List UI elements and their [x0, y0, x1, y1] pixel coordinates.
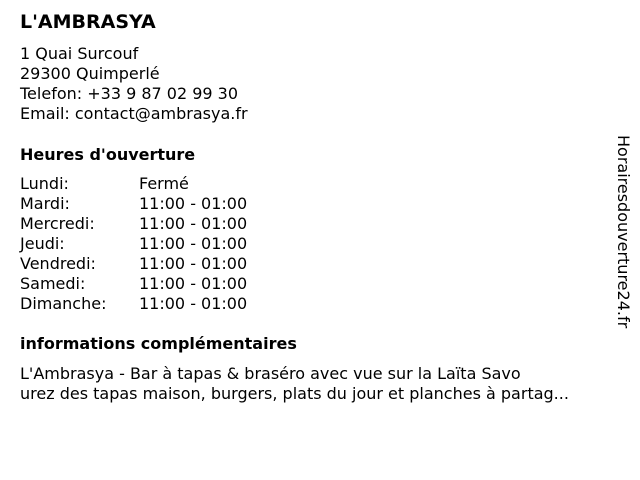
day-label: Samedi: — [20, 274, 86, 293]
hours-row-wednesday — [20, 214, 300, 234]
description-line-1: L'Ambrasya - Bar à tapas & braséro avec vue sur la Laïta Savo — [20, 364, 521, 383]
day-label: Mardi: — [20, 194, 70, 213]
hours-row-saturday — [20, 274, 300, 294]
time-value: 11:00 - 01:00 — [139, 234, 248, 253]
day-label: Mercredi: — [20, 214, 95, 233]
description-line-2: urez des tapas maison, burgers, plats du jour et planches à partag... — [20, 384, 569, 403]
description-text — [20, 364, 625, 404]
time-value: 11:00 - 01:00 — [139, 214, 248, 233]
day-label: Jeudi: — [20, 234, 65, 253]
day-label: Vendredi: — [20, 254, 96, 273]
opening-hours-table — [20, 174, 300, 314]
source-watermark: Horairesdouverture24.fr — [614, 135, 633, 329]
hours-heading: Heures d'ouverture — [20, 145, 196, 164]
contact-block — [20, 44, 248, 124]
address-street: 1 Quai Surcouf — [20, 44, 139, 63]
business-name: L'AMBRASYA — [20, 11, 156, 33]
time-value: 11:00 - 01:00 — [139, 294, 248, 313]
info-heading: informations complémentaires — [20, 334, 297, 353]
hours-row-monday — [20, 174, 300, 194]
hours-row-sunday — [20, 294, 300, 314]
hours-row-tuesday — [20, 194, 300, 214]
day-label: Dimanche: — [20, 294, 107, 313]
time-value: 11:00 - 01:00 — [139, 194, 248, 213]
time-value: 11:00 - 01:00 — [139, 274, 248, 293]
hours-row-thursday — [20, 234, 300, 254]
day-label: Lundi: — [20, 174, 69, 193]
hours-row-friday — [20, 254, 300, 274]
time-value: 11:00 - 01:00 — [139, 254, 248, 273]
time-value: Fermé — [139, 174, 189, 193]
address-city: 29300 Quimperlé — [20, 64, 160, 83]
phone-line: Telefon: +33 9 87 02 99 30 — [20, 84, 239, 103]
email-line: Email: contact@ambrasya.fr — [20, 104, 248, 123]
